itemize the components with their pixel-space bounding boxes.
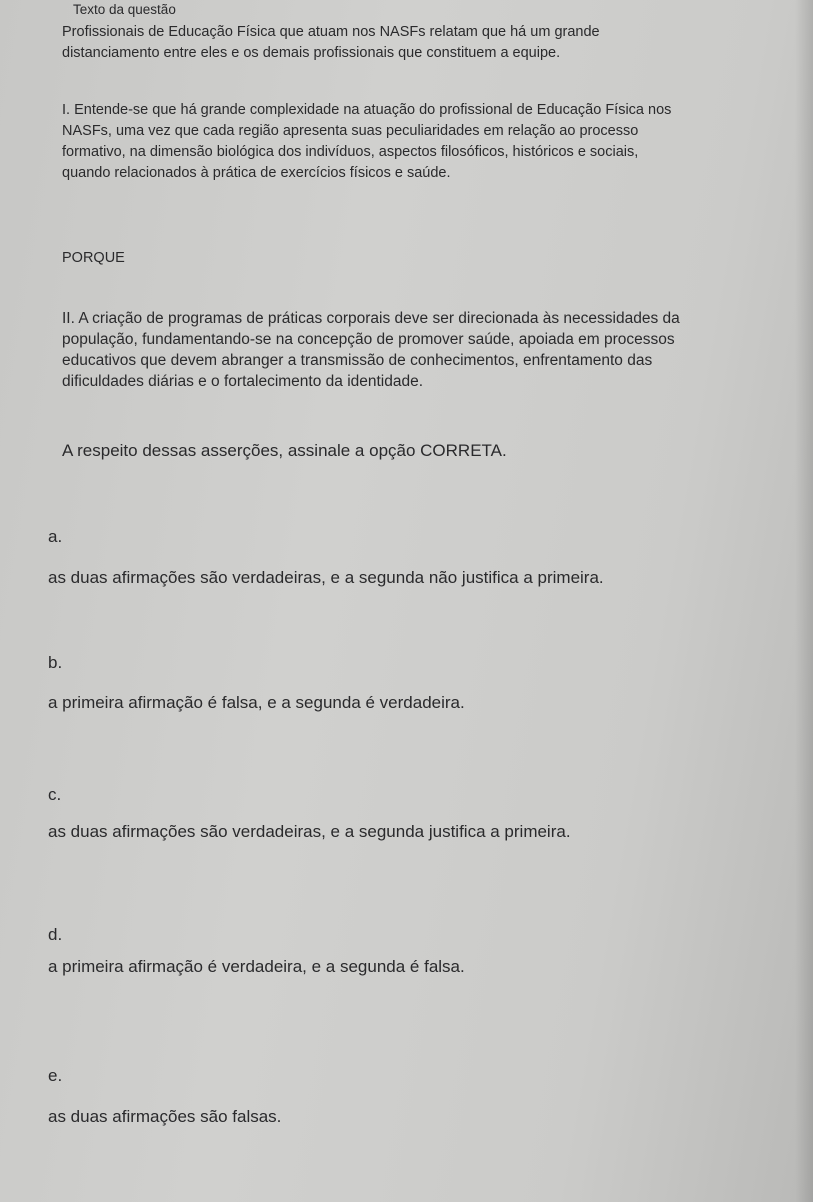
text-line: educativos que devem abranger a transmissão de conhecimentos, enfrentamento das (62, 352, 653, 369)
assertion-1 (62, 100, 671, 184)
connector-text: PORQUE (62, 250, 125, 266)
option-e-text[interactable]: as duas afirmações são falsas. (48, 1107, 282, 1126)
question-header: Texto da questão (73, 2, 176, 17)
question-prompt: A respeito dessas asserções, assinale a opção CORRETA. (62, 441, 507, 460)
text-line: formativo, na dimensão biológica dos indivíduos, aspectos filosóficos, históricos e sociais, (62, 144, 639, 160)
page-edge-shadow (795, 0, 813, 1202)
option-a-letter[interactable]: a. (48, 527, 63, 546)
intro-text (62, 22, 600, 64)
option-c-text[interactable]: as duas afirmações são verdadeiras, e a segunda justifica a primeira. (48, 822, 571, 841)
text-line: distanciamento entre eles e os demais profissionais que constituem a equipe. (62, 45, 561, 61)
assertion-2 (62, 308, 680, 392)
option-b-text[interactable]: a primeira afirmação é falsa, e a segunda é verdadeira. (48, 693, 465, 712)
option-a-text[interactable]: as duas afirmações são verdadeiras, e a segunda não justifica a primeira. (48, 568, 604, 587)
text-line: quando relacionados à prática de exercícios físicos e saúde. (62, 165, 451, 181)
text-line: NASFs, uma vez que cada região apresenta suas peculiaridades em relação ao processo (62, 123, 639, 139)
text-line: II. A criação de programas de práticas corporais deve ser direcionada às necessidades da (62, 310, 680, 327)
text-line: I. Entende-se que há grande complexidade na atuação do profissional de Educação Física nos (62, 102, 672, 118)
option-d-letter[interactable]: d. (48, 925, 63, 944)
text-line: Profissionais de Educação Física que atuam nos NASFs relatam que há um grande (62, 24, 600, 40)
option-b-letter[interactable]: b. (48, 653, 63, 672)
text-line: dificuldades diárias e o fortalecimento da identidade. (62, 373, 424, 390)
option-d-text[interactable]: a primeira afirmação é verdadeira, e a segunda é falsa. (48, 957, 465, 976)
option-e-letter[interactable]: e. (48, 1066, 63, 1085)
text-line: população, fundamentando-se na concepção de promover saúde, apoiada em processos (62, 331, 675, 348)
option-c-letter[interactable]: c. (48, 785, 62, 804)
